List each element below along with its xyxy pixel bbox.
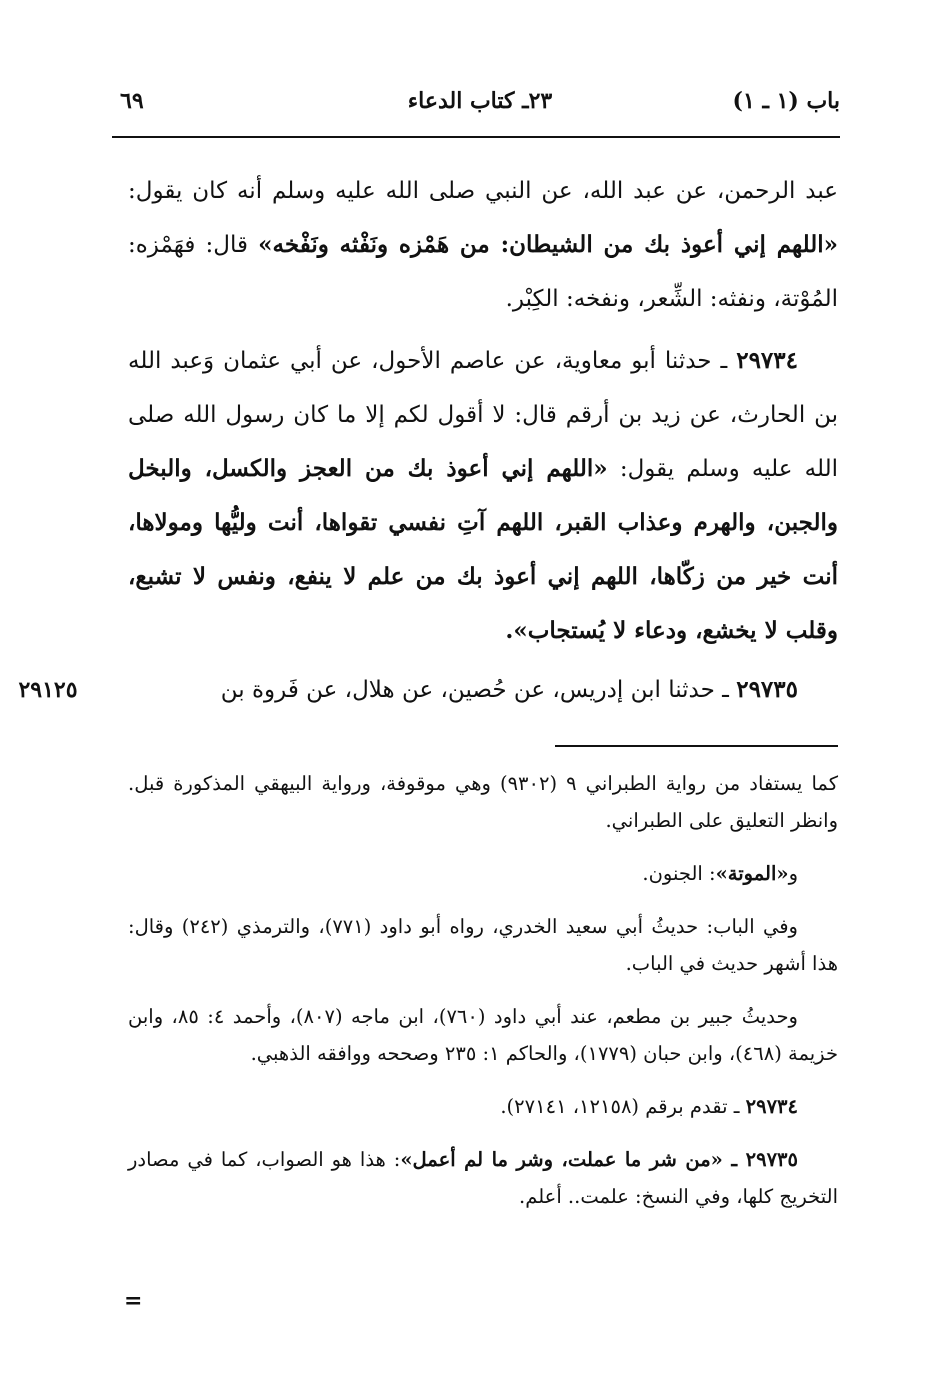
hadith-number: ٢٩٧٣٥ bbox=[736, 676, 798, 703]
text: ـ تقدم برقم (١٢١٥٨، ٢٧١٤١). bbox=[500, 1095, 746, 1118]
continuation-mark: = bbox=[124, 1288, 143, 1314]
quoted-supplication: «اللهم إني أعوذ بك من الشيطان: من هَمْزه ونَفْثه ونَفْخه» bbox=[258, 231, 838, 258]
term: «الموتة» bbox=[715, 862, 789, 885]
page-number: ٦٩ bbox=[120, 88, 144, 114]
text: و bbox=[788, 862, 798, 885]
footnotes bbox=[128, 765, 838, 1231]
footnote-definition bbox=[128, 855, 838, 892]
footnote-text: كما يستفاد من رواية الطبراني ٩ (٩٣٠٢) وهي موقوفة، ورواية البيهقي المذكورة قبل. وانظر التعليق على الطبراني. bbox=[128, 772, 838, 832]
footnote-29734 bbox=[128, 1088, 838, 1125]
text: ـ حدثنا أبو معاوية، عن عاصم الأحول، عن أبي عثمان وَعبد الله بن الحارث، عن زيد بن أرقم قال: لا أقول لكم إلا ما كان رسول الله صلى الله عليه وسلم يقول: bbox=[128, 348, 839, 482]
page-header bbox=[120, 82, 840, 126]
quoted-phrase: ـ «من شر ما عملت، وشر ما لم أعمل» bbox=[400, 1148, 746, 1171]
footnote-divider bbox=[555, 745, 838, 747]
footnote-text: وفي الباب: حديثُ أبي سعيد الخدري، رواه أبو داود (٧٧١)، والترمذي (٢٤٢) وقال: هذا أشهر حديث في الباب. bbox=[128, 915, 838, 975]
text: قال: فهَمْزه: المُوْتة، ونفثه: الشِّعر، ونفخه: الكِبْر. bbox=[128, 232, 838, 312]
hadith-number: ٢٩٧٣٤ bbox=[745, 1095, 798, 1118]
chapter-label: باب (١ ـ ١) bbox=[732, 88, 840, 114]
footnote-text: وحديثُ جبير بن مطعم، عند أبي داود (٧٦٠)، ابن ماجه (٨٠٧)، وأحمد ٤: ٨٥، وابن خزيمة (٤٦٨)، وابن حبان (١٧٧٩)، والحاكم ١: ٢٣٥ وصححه ووافقه الذهبي. bbox=[128, 1005, 838, 1065]
quoted-supplication: «اللهم إني أعوذ بك من العجز والكسل، والبخل والجبن، والهرم وعذاب القبر، اللهم آتِ نفسي تقواها، أنت وليُّها ومولاها، أنت خير من زكّاها، اللهم إني أعوذ بك من علم لا ينفع، ونفس لا تشبع، وقلب لا يخشع، ودعاء لا يُستجاب». bbox=[128, 455, 838, 644]
hadith-number: ٢٩٧٣٤ bbox=[736, 347, 798, 374]
hadith-number: ٢٩٧٣٥ bbox=[745, 1148, 799, 1171]
paragraph-continuation bbox=[128, 164, 838, 326]
header-divider bbox=[112, 136, 840, 138]
footnote-29735 bbox=[128, 1141, 838, 1215]
hadith-29734 bbox=[128, 334, 838, 658]
book-title: ٢٣ـ كتاب الدعاء bbox=[407, 88, 553, 114]
text: : الجنون. bbox=[642, 862, 716, 885]
text: ـ حدثنا ابن إدريس، عن حُصين، عن هلال، عن فَروة بن bbox=[220, 677, 729, 703]
hadith-29735 bbox=[128, 663, 838, 717]
text: : هذا هو الصواب، كما في مصادر التخريج كلها، وفي النسخ: علمت.. أعلم. bbox=[128, 1148, 838, 1208]
marginal-number: ٢٩١٢٥ bbox=[18, 677, 78, 703]
text: عبد الرحمن، عن عبد الله، عن النبي صلى الله عليه وسلم أنه كان يقول: bbox=[128, 178, 838, 204]
